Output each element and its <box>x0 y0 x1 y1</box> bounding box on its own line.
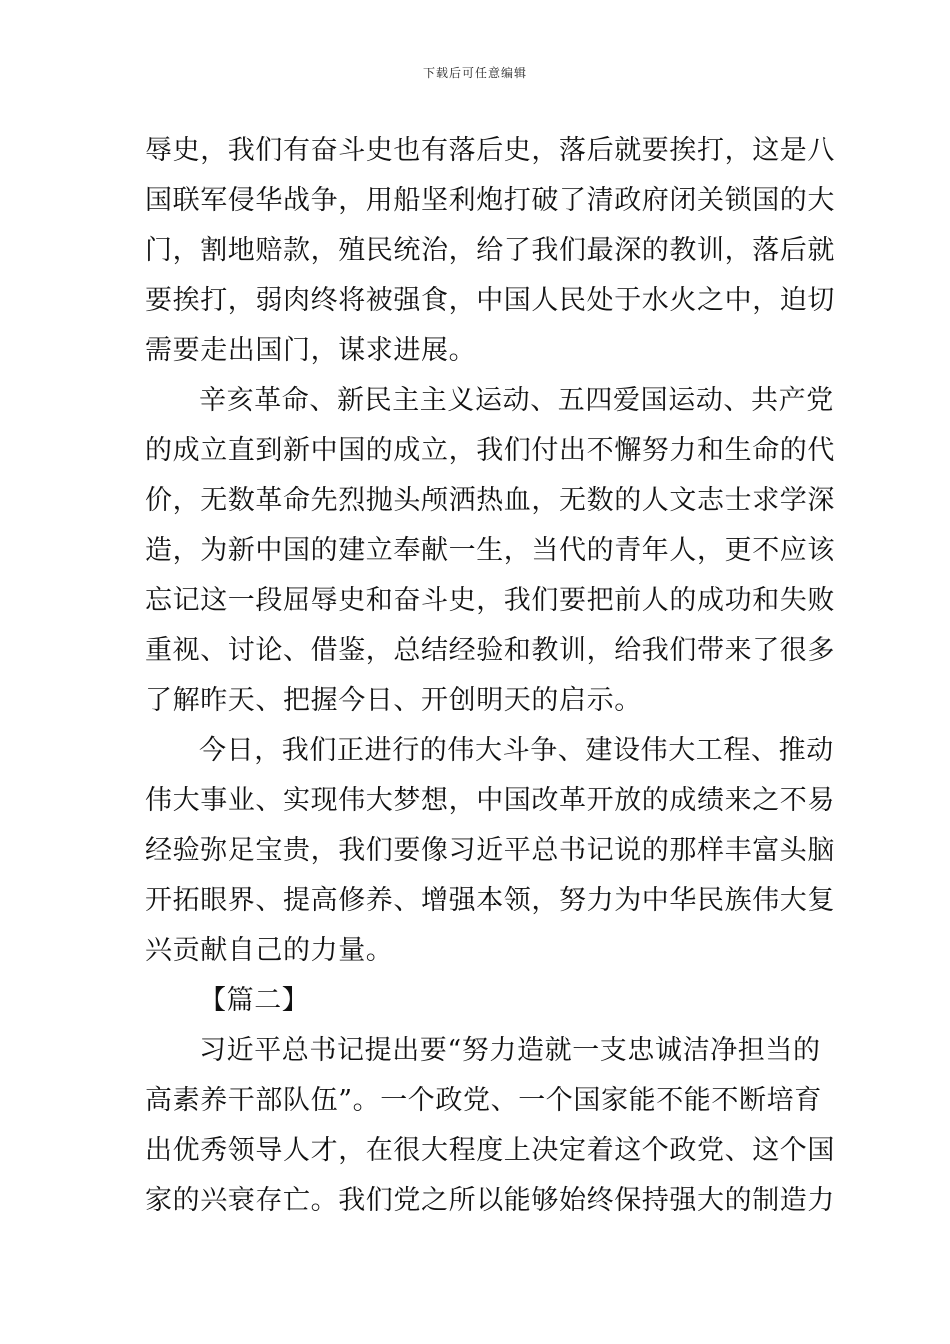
text-line: 出优秀领导人才，在很大程度上决定着这个政党、这个国 <box>145 1135 835 1166</box>
document-body <box>145 126 835 1226</box>
text-line: 忘记这一段屈辱史和奋斗史，我们要把前人的成功和失败 <box>145 585 835 616</box>
text-line: 要挨打，弱肉终将被强食，中国人民处于水火之中，迫切 <box>145 285 835 316</box>
text-line: 价，无数革命先烈抛头颅洒热血，无数的人文志士求学深 <box>145 485 835 516</box>
text-line: 习近平总书记提出要“努力造就一支忠诚洁净担当的 <box>199 1035 821 1066</box>
text-line: 兴贡献自己的力量。 <box>145 935 394 966</box>
text-line: 了解昨天、把握今日、开创明天的启示。 <box>145 685 642 716</box>
text-line: 门，割地赔款，殖民统治，给了我们最深的教训，落后就 <box>145 235 835 266</box>
text-line: 高素养干部队伍”。一个政党、一个国家能不能不断培育 <box>145 1085 822 1116</box>
text-line: 开拓眼界、提高修养、增强本领，努力为中华民族伟大复 <box>145 885 835 916</box>
text-line: 造，为新中国的建立奉献一生，当代的青年人，更不应该 <box>145 535 835 566</box>
paragraph <box>145 126 835 376</box>
text-line: 的成立直到新中国的成立，我们付出不懈努力和生命的代 <box>145 435 835 466</box>
paragraph <box>145 726 835 976</box>
section-heading <box>145 976 810 1026</box>
text-line: 伟大事业、实现伟大梦想，中国改革开放的成绩来之不易 <box>145 785 835 816</box>
text-line: 辛亥革命、新民主主义运动、五四爱国运动、共产党 <box>199 385 834 416</box>
text-line: 今日，我们正进行的伟大斗争、建设伟大工程、推动 <box>199 735 834 766</box>
text-line: 需要走出国门，谋求进展。 <box>145 335 477 366</box>
page-header-note: 下载后可任意编辑 <box>422 66 527 80</box>
text-line: 辱史，我们有奋斗史也有落后史，落后就要挨打，这是八 <box>145 135 835 166</box>
paragraph <box>145 1026 835 1226</box>
paragraph <box>145 376 835 726</box>
text-line: 重视、讨论、借鉴，总结经验和教训，给我们带来了很多 <box>145 635 835 666</box>
text-line: 【篇二】 <box>199 985 310 1016</box>
text-line: 国联军侵华战争，用船坚利炮打破了清政府闭关锁国的大 <box>145 185 835 216</box>
text-line: 家的兴衰存亡。我们党之所以能够始终保持强大的制造力 <box>145 1185 835 1216</box>
text-line: 经验弥足宝贵，我们要像习近平总书记说的那样丰富头脑 <box>145 835 835 866</box>
